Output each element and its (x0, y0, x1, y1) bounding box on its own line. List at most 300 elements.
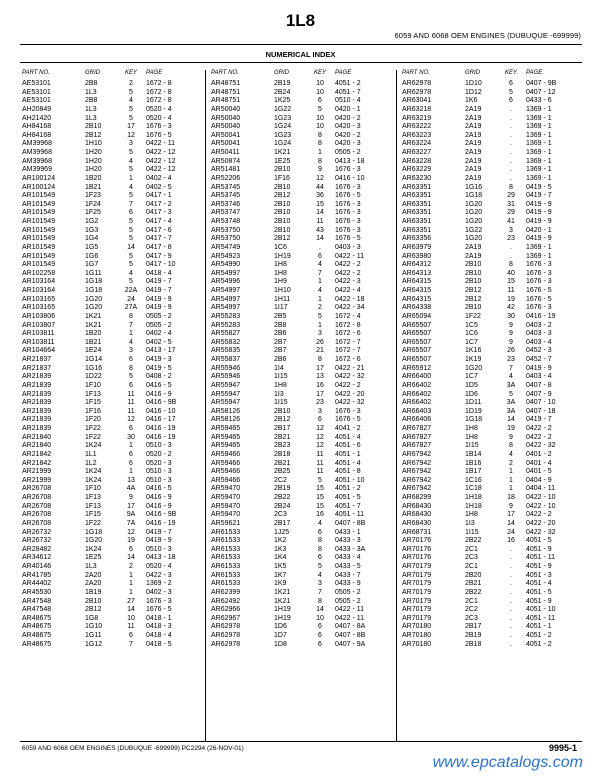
part-number: AR63219 (402, 114, 432, 122)
key-number: 8 (129, 364, 133, 372)
page-ref: 0422 - 2 (526, 511, 552, 519)
page-ref: 0417 - 10 (146, 261, 176, 269)
part-number: AR50411 (211, 149, 240, 156)
part-number: AR55835 (211, 347, 241, 355)
page-ref: 1672 - 6 (335, 356, 361, 363)
grid-ref: 1K7 (274, 571, 287, 579)
key-number: 11 (127, 399, 135, 407)
key-number: 24 (127, 295, 135, 303)
page-ref: 1672 - 8 (335, 321, 361, 329)
footer-text: 6059 AND 6068 OEM ENGINES (DUBUQUE -699999) PC2294 (26-NOV-01) (22, 745, 244, 752)
page-ref: 0422 - 10 (526, 502, 556, 510)
part-number: AR70180 (402, 632, 432, 639)
key-number: 9 (509, 502, 513, 510)
part-number: AR65507 (402, 338, 432, 346)
part-number: AR21839 (22, 381, 52, 389)
part-number: AR53746 (211, 200, 241, 208)
part-number: AR100124 (22, 183, 56, 191)
key-number: 6 (318, 623, 322, 631)
grid-ref: 1G20 (465, 209, 483, 217)
key-number: . (510, 123, 512, 131)
page-ref: 0419 - 5 (146, 364, 172, 372)
key-number: 17 (127, 502, 135, 510)
grid-ref: 1H8 (274, 261, 287, 269)
page-ref: 0422 - 32 (526, 528, 556, 536)
grid-ref: 1F10 (85, 485, 101, 493)
grid-ref: 2B17 (274, 519, 291, 527)
part-number: AR55283 (211, 321, 241, 329)
page-ref: 0407 - 8A (335, 623, 366, 631)
key-number: 5 (129, 149, 133, 156)
part-number: AR54997 (211, 269, 241, 277)
key-number: 1 (129, 330, 133, 338)
key-number: 3 (318, 330, 322, 338)
part-number: AR63351 (402, 209, 432, 217)
page-ref: 0418 - 5 (146, 640, 172, 648)
grid-ref: 1D6 (274, 623, 287, 631)
grid-ref: 1F22 (465, 312, 481, 320)
grid-ref: 1K5 (274, 563, 287, 570)
key-number: . (510, 580, 512, 588)
part-number: AR61533 (211, 563, 241, 570)
part-number: AR21837 (22, 356, 52, 363)
part-number: AR66406 (402, 416, 432, 424)
key-number: 11 (316, 218, 324, 225)
page-ref: 0419 - 9 (526, 364, 552, 372)
grid-ref: 2B21 (274, 433, 291, 441)
grid-ref: 1G5 (85, 243, 99, 251)
key-number: 6 (129, 381, 133, 389)
grid-ref: 1B17 (465, 468, 482, 476)
grid-ref: 1H19 (274, 606, 291, 614)
grid-ref: 2A19 (465, 174, 482, 182)
page-ref: 0419 - 9 (526, 235, 552, 243)
key-number: 8 (509, 261, 513, 269)
part-number: AR103164 (22, 287, 56, 294)
page-ref: 0417 - 6 (146, 226, 172, 234)
key-number: 4 (318, 571, 322, 579)
key-number: 27 (127, 597, 135, 605)
part-number: AR64338 (402, 304, 432, 312)
page-ref: 0416 - 17 (146, 416, 176, 424)
column-header-part: PART NO. (22, 70, 50, 76)
grid-ref: 2B24 (274, 502, 291, 510)
key-number: 9 (509, 330, 513, 338)
part-number: AR63224 (402, 140, 432, 148)
grid-ref: 2C2 (274, 476, 287, 484)
part-number: AR64315 (402, 278, 432, 286)
grid-ref: 1H11 (274, 295, 291, 303)
page-ref: 0505 - 2 (146, 321, 172, 329)
part-number: AR64315 (402, 295, 432, 303)
page-ref: 1369 - 1 (526, 174, 552, 182)
header-rule (20, 44, 582, 45)
page-ref: 1369 - 1 (526, 166, 552, 174)
key-number: 16 (507, 537, 515, 545)
grid-ref: 1H19 (274, 614, 291, 622)
page-ref: 0402 - 3 (146, 588, 172, 596)
part-number: AR55947 (211, 390, 241, 398)
page-ref: 0407 - 8B (335, 632, 366, 639)
key-number: 6 (129, 450, 133, 458)
grid-ref: 1H20 (85, 166, 102, 174)
page-ref: 0422 - 11 (335, 252, 365, 260)
page-ref: 1676 - 3 (335, 200, 361, 208)
key-number: 9 (509, 321, 513, 329)
page-ref: 4051 - 5 (526, 537, 552, 545)
grid-ref: 1F16 (274, 174, 290, 182)
key-number: 17 (507, 511, 515, 519)
key-number: 12 (316, 425, 324, 432)
grid-ref: 1H8 (274, 269, 287, 277)
page-ref: 0422 - 2 (526, 433, 552, 441)
part-number: AE53101 (22, 97, 51, 105)
part-number: AR63979 (402, 243, 432, 251)
part-number: AR68430 (402, 519, 432, 527)
page-ref: 0418 - 1 (146, 614, 172, 622)
page-ref: 0407 - 9A (335, 640, 366, 648)
page-ref: 0401 - 4 (526, 459, 552, 467)
page-ref: 0407 - 18 (526, 407, 556, 415)
grid-ref: 1G18 (465, 416, 483, 424)
grid-ref: 1G20 (465, 200, 483, 208)
column-header-part: PART NO. (402, 70, 430, 76)
grid-ref: 2B18 (465, 640, 482, 648)
page-ref: 0419 - 9 (526, 209, 552, 217)
key-number: 12 (127, 528, 135, 536)
index-rule (20, 62, 582, 63)
grid-ref: 2B10 (465, 269, 482, 277)
part-number: AR70180 (402, 623, 432, 631)
page-ref: 0407 - 8B (335, 519, 366, 527)
grid-ref: 1J25 (274, 528, 290, 536)
key-number: 5 (318, 105, 322, 113)
part-number: AR63351 (402, 200, 432, 208)
part-number: AR67942 (402, 450, 432, 458)
part-number: AR63223 (402, 131, 432, 139)
key-number: 8 (509, 442, 513, 450)
grid-ref: 1G6 (85, 252, 99, 260)
key-number: . (510, 545, 512, 553)
page-ref: 4051 - 11 (526, 554, 556, 562)
part-number: AR48675 (22, 614, 52, 622)
part-number: AR70179 (402, 580, 432, 588)
page-ref: 1676 - 3 (335, 407, 361, 415)
key-number: 13 (316, 373, 324, 381)
part-number: AR63351 (402, 192, 432, 200)
part-number: AR53750 (211, 235, 241, 243)
grid-ref: 2B12 (85, 131, 102, 139)
page-ref: 0420 - 1 (335, 105, 361, 113)
grid-ref: 1G22 (465, 226, 483, 234)
key-number: 9 (318, 166, 322, 174)
page-ref: 0417 - 3 (146, 209, 172, 217)
page-title: 1L8 (285, 11, 316, 30)
page-ref: 1676 - 5 (146, 606, 172, 614)
grid-ref: 1G14 (85, 356, 103, 363)
page-ref: 4051 - 2 (335, 485, 361, 493)
part-number: AR26708 (22, 511, 52, 519)
part-number: AR64313 (402, 269, 432, 277)
page-ref: 1676 - 3 (335, 183, 361, 191)
key-number: 31 (507, 200, 515, 208)
grid-ref: 1C6 (465, 330, 478, 338)
key-number: 4A (126, 485, 136, 493)
key-number: 4 (509, 373, 513, 381)
part-number: AR62966 (211, 606, 241, 614)
part-number: AR67827 (402, 442, 432, 450)
part-number: AR103165 (22, 295, 56, 303)
page-ref: 0416 - 9 (146, 494, 172, 501)
grid-ref: 2A19 (465, 149, 482, 156)
grid-ref: 1L1 (85, 450, 97, 458)
part-number: AR55947 (211, 381, 241, 389)
page-ref: 0433 - 4 (335, 554, 361, 562)
grid-ref: 1K19 (465, 356, 482, 363)
page-ref: 0407 - 10 (526, 399, 556, 407)
grid-ref: 2B8 (274, 321, 287, 329)
part-number: AR67942 (402, 476, 432, 484)
page-ref: 0422 - 11 (146, 140, 176, 148)
part-number: AR63227 (402, 149, 432, 156)
page-ref: 1676 - 5 (526, 287, 552, 294)
page-ref: 1676 - 3 (526, 269, 552, 277)
grid-ref: 1G18 (85, 528, 103, 536)
part-number: AR101549 (22, 252, 56, 260)
part-number: AR65507 (402, 347, 432, 355)
page-ref: 0422 - 2 (526, 425, 552, 432)
key-number: 27A (124, 304, 138, 312)
key-number: 1 (129, 571, 133, 579)
part-number: AR55946 (211, 364, 241, 372)
key-number: 1 (129, 442, 133, 450)
page-ref: 0422 - 4 (335, 287, 361, 294)
grid-ref: 2B10 (274, 166, 291, 174)
grid-ref: 2A19 (465, 243, 482, 251)
key-number: 5 (129, 226, 133, 234)
key-number: 7 (318, 588, 322, 596)
page-ref: 1676 - 3 (335, 209, 361, 217)
page-ref: 1369 - 1 (526, 131, 552, 139)
grid-ref: 2A19 (465, 105, 482, 113)
key-number: 7 (129, 640, 133, 648)
key-number: 14 (316, 606, 324, 614)
key-number: 5 (129, 114, 133, 122)
part-number: AR47548 (22, 606, 52, 614)
part-number: AR54997 (211, 295, 241, 303)
key-number: 8 (318, 131, 322, 139)
page-ref: 1676 - 3 (146, 597, 172, 605)
grid-ref: 1H8 (274, 381, 287, 389)
page-ref: 0407 - 8 (526, 381, 552, 389)
part-number: AR67942 (402, 468, 432, 476)
key-number: 11 (316, 450, 324, 458)
part-number: AR70179 (402, 606, 432, 614)
column-header-key: KEY (504, 70, 517, 76)
page-ref: 4051 - 8 (335, 468, 361, 476)
page-ref: 1672 - 7 (335, 347, 361, 355)
key-number: 19 (127, 537, 135, 545)
grid-ref: 2A19 (465, 131, 482, 139)
part-number: AR66400 (402, 373, 432, 381)
key-number: 29 (507, 192, 515, 200)
part-number: AR66402 (402, 390, 432, 398)
page-ref: 4051 - 4 (526, 580, 552, 588)
grid-ref: 1K21 (85, 312, 102, 320)
grid-ref: 1F22 (85, 519, 101, 527)
grid-ref: 1F16 (85, 407, 101, 415)
page-ref: 1676 - 3 (335, 226, 361, 234)
key-number: 7 (129, 321, 133, 329)
grid-ref: 1C6 (274, 243, 287, 251)
key-number: . (510, 606, 512, 614)
grid-ref: 1B14 (465, 450, 482, 458)
grid-ref: 1G10 (85, 623, 103, 631)
key-number: 1 (129, 588, 133, 596)
part-number: AR48675 (22, 632, 52, 639)
column-header-page: PAGE (146, 70, 163, 76)
page-number: 9995-1 (548, 743, 577, 753)
grid-ref: 1E24 (85, 347, 102, 355)
grid-ref: 2C2 (465, 606, 478, 614)
part-number: AR63229 (402, 166, 432, 174)
page-ref: 0419 - 7 (526, 192, 552, 200)
key-number: 3 (318, 580, 322, 588)
watermark: www.epcatalogs.com (432, 754, 583, 771)
page-ref: 0416 - 9 (146, 390, 172, 398)
page-ref: 4051 - 5 (335, 494, 361, 501)
grid-ref: 1I4 (274, 364, 284, 372)
page-ref: 1676 - 3 (335, 166, 361, 174)
page-ref: 1369 - 1 (526, 114, 552, 122)
page-ref: 4051 - 4 (335, 459, 361, 467)
grid-ref: 2B6 (274, 356, 287, 363)
page-ref: 1672 - 6 (335, 330, 361, 338)
grid-ref: 2C3 (465, 614, 478, 622)
part-number: AR21839 (22, 416, 52, 424)
part-number: AR44402 (22, 580, 52, 588)
part-number: AR67827 (402, 433, 432, 441)
page-ref: 1676 - 5 (335, 192, 361, 200)
key-number: 3 (129, 140, 133, 148)
key-number: 7A (126, 519, 136, 527)
grid-ref: 1L3 (85, 563, 97, 570)
grid-ref: 1C7 (465, 338, 478, 346)
key-number: 19 (507, 295, 515, 303)
part-number: AR68430 (402, 502, 432, 510)
part-number: AR26708 (22, 502, 52, 510)
part-number: AR64312 (402, 261, 432, 269)
key-number: 4 (129, 183, 133, 191)
part-number: AR61533 (211, 571, 241, 579)
page-ref: 0401 - 2 (526, 450, 552, 458)
part-number: AR101549 (22, 243, 56, 251)
part-number: AR63228 (402, 157, 432, 165)
key-number: . (510, 131, 512, 139)
page-ref: 0416 - 10 (335, 174, 365, 182)
column-divider (205, 70, 206, 741)
grid-ref: 1K24 (85, 468, 102, 476)
page-ref: 0404 - 9 (526, 476, 552, 484)
key-number: 22A (124, 287, 138, 294)
part-number: AR65507 (402, 321, 432, 329)
grid-ref: 1F10 (85, 381, 101, 389)
grid-ref: 1G20 (85, 304, 103, 312)
part-number: AR103811 (22, 330, 55, 338)
page-ref: 1676 - 3 (146, 123, 172, 131)
key-number: 12 (127, 131, 135, 139)
column-header-page: PAGE (335, 70, 352, 76)
grid-ref: 2A19 (465, 166, 482, 174)
page-ref: 0505 - 2 (335, 149, 361, 156)
key-number: 11 (127, 407, 135, 415)
grid-ref: 2C1 (465, 563, 478, 570)
part-number: AR103806 (22, 312, 56, 320)
key-number: . (319, 243, 321, 251)
part-number: AR67942 (402, 459, 432, 467)
part-number: AR52206 (211, 174, 241, 182)
part-number: AR26708 (22, 485, 52, 493)
grid-ref: 1H10 (274, 287, 291, 294)
page-ref: 1676 - 3 (526, 261, 552, 269)
part-number: AR70176 (402, 554, 432, 562)
key-number: 3A (506, 381, 516, 389)
part-number: AR66402 (402, 381, 432, 389)
grid-ref: 1G20 (465, 235, 483, 243)
part-number: AR58126 (211, 416, 241, 424)
part-number: AR62978 (211, 623, 241, 631)
key-number: 16 (316, 381, 324, 389)
part-number: AR62978 (402, 80, 432, 87)
key-number: 6 (129, 356, 133, 363)
page-ref: 0433 - 7 (335, 571, 361, 579)
page-ref: 0417 - 7 (146, 235, 172, 243)
part-number: AR61533 (211, 537, 241, 545)
page-ref: 0403 - 2 (526, 321, 552, 329)
page-ref: 0407 - 9B (526, 80, 557, 87)
key-number: 4 (129, 338, 133, 346)
key-number: 24 (507, 528, 515, 536)
page-ref: 0420 - 3 (335, 140, 361, 148)
part-number: AR21840 (22, 442, 52, 450)
grid-ref: 1B21 (85, 338, 102, 346)
grid-ref: 1E25 (85, 554, 102, 562)
key-number: 5 (129, 235, 133, 243)
key-number: 13 (127, 476, 135, 484)
page-ref: 0422 - 3 (335, 278, 361, 286)
grid-ref: 1K3 (274, 545, 287, 553)
part-number: AR28482 (22, 545, 52, 553)
part-number: AR103807 (22, 321, 56, 329)
part-number: AR63351 (402, 226, 432, 234)
page-ref: 0422 - 2 (335, 269, 361, 277)
grid-ref: 2B8 (85, 97, 98, 105)
grid-ref: 2A20 (85, 571, 102, 579)
key-number: . (510, 149, 512, 156)
page-ref: 0510 - 4 (335, 97, 361, 105)
key-number: 14 (316, 209, 324, 217)
key-number: 26 (316, 338, 324, 346)
page-ref: 0433 - 3A (335, 545, 366, 553)
part-number: AR70179 (402, 614, 432, 622)
grid-ref: 2A19 (465, 114, 482, 122)
page-ref: 0413 - 18 (146, 554, 176, 562)
part-number: AR68731 (402, 528, 432, 536)
part-number: AR59466 (211, 459, 241, 467)
page-ref: 1369 - 1 (526, 157, 552, 165)
part-number: AR21840 (22, 433, 52, 441)
page-ref: 1369 - 1 (526, 140, 552, 148)
